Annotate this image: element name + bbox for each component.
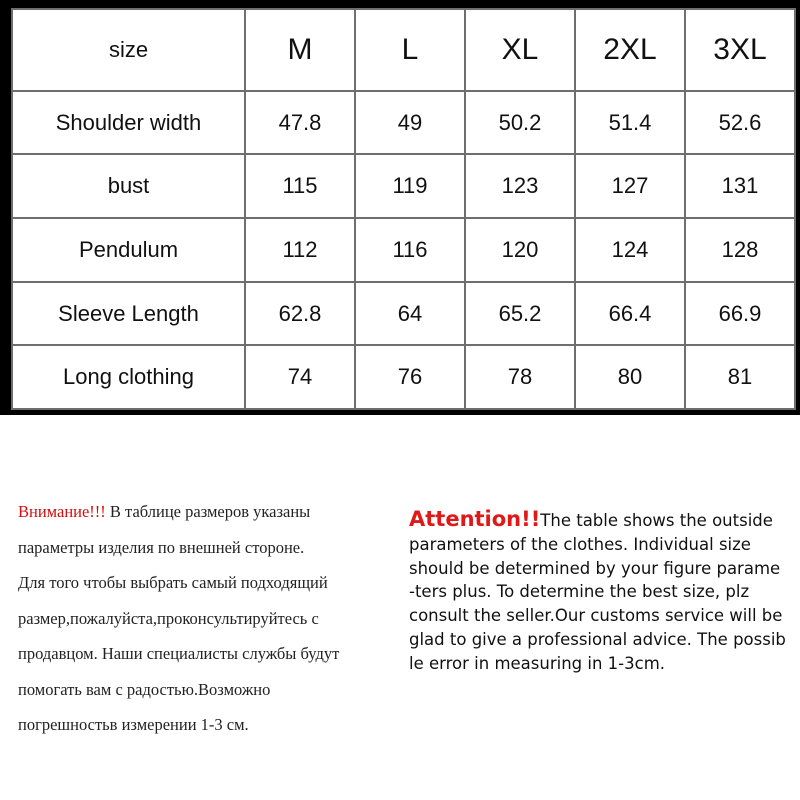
header-size-label: size (12, 9, 245, 91)
table-cell: 50.2 (465, 91, 575, 155)
table-cell: 52.6 (685, 91, 795, 155)
row-label: bust (12, 154, 245, 218)
table-cell: 116 (355, 218, 465, 282)
table-cell: 66.9 (685, 282, 795, 346)
header-size-xl: XL (465, 9, 575, 91)
notice-line: consult the seller.Our customs service will be (409, 606, 783, 626)
table-cell: 127 (575, 154, 685, 218)
notice-line: glad to give a professional advice. The possib (409, 629, 786, 649)
header-size-3xl: 3XL (685, 9, 795, 91)
notice-line: -ters plus. To determine the best size, plz (409, 582, 750, 602)
table-cell: 64 (355, 282, 465, 346)
table-row (12, 282, 795, 346)
russian-warning: Внимание!!! (18, 502, 106, 521)
table-cell: 119 (355, 154, 465, 218)
table-cell: 128 (685, 218, 795, 282)
table-cell: 120 (465, 218, 575, 282)
notice-line (18, 494, 398, 530)
table-row (12, 345, 795, 409)
notice-line: parameters of the clothes. Individual size (409, 534, 751, 554)
attention-label: Attention!! (409, 508, 541, 531)
table-header-row (12, 9, 795, 91)
table-row (12, 91, 795, 155)
row-label: Long clothing (12, 345, 245, 409)
table-cell: 124 (575, 218, 685, 282)
english-notice (409, 508, 800, 676)
table-cell: 51.4 (575, 91, 685, 155)
row-label: Pendulum (12, 218, 245, 282)
notice-line: параметры изделия по внешней стороне. (18, 537, 305, 557)
table-cell: 76 (355, 345, 465, 409)
table-cell: 115 (245, 154, 355, 218)
notice-text: The table shows the outside (540, 511, 773, 530)
notice-text: В таблице размеров указаны (105, 502, 311, 521)
table-cell: 47.8 (245, 91, 355, 155)
table-row (12, 218, 795, 282)
table-cell: 80 (575, 345, 685, 409)
notice-line: le error in measuring in 1-3cm. (409, 653, 666, 673)
header-size-m: M (245, 9, 355, 91)
notice-line: помогать вам с радостью.Возможно (18, 679, 271, 699)
russian-notice (18, 494, 398, 743)
notice-line (409, 508, 800, 533)
table-cell: 131 (685, 154, 795, 218)
table-cell: 65.2 (465, 282, 575, 346)
notice-line: размер,пожалуйста,проконсультируйтесь с (18, 608, 319, 628)
header-size-l: L (355, 9, 465, 91)
table-cell: 78 (465, 345, 575, 409)
row-label: Sleeve Length (12, 282, 245, 346)
notice-line: Для того чтобы выбрать самый подходящий (18, 573, 328, 592)
table-cell: 49 (355, 91, 465, 155)
table-cell: 74 (245, 345, 355, 409)
notice-line: погрешностьв измерении 1-3 см. (18, 715, 249, 734)
table-cell: 81 (685, 345, 795, 409)
table-row (12, 154, 795, 218)
notice-line: should be determined by your figure parame (409, 558, 781, 578)
size-chart-table (11, 8, 796, 410)
table-cell: 66.4 (575, 282, 685, 346)
notice-line: продавцом. Наши специалисты службы будут (18, 644, 340, 663)
table-cell: 123 (465, 154, 575, 218)
row-label: Shoulder width (12, 91, 245, 155)
table-cell: 112 (245, 218, 355, 282)
table-cell: 62.8 (245, 282, 355, 346)
header-size-2xl: 2XL (575, 9, 685, 91)
